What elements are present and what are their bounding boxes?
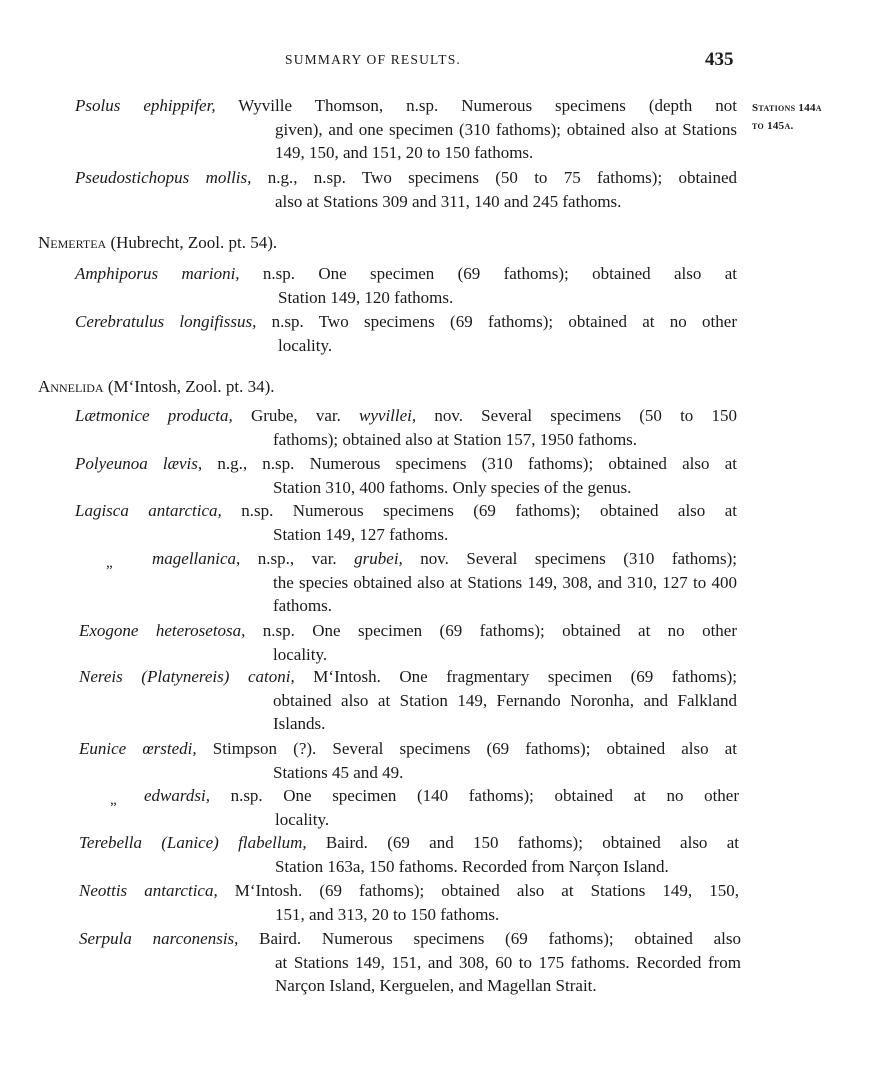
entry-continuation: Stations 45 and 49. <box>273 762 404 782</box>
entry-text: n.g., n.sp. Numerous specimens (310 fathoms); obtained also at <box>202 454 737 473</box>
entry-continuation: the species obtained also at Stations 149, 308, and 310, 127 to 400 fathoms. <box>273 572 737 615</box>
section-title-nemertea <box>38 232 277 254</box>
section-reference: (M‘Intosh, Zool. pt. 34). <box>103 377 275 396</box>
section-name: Annelida <box>38 377 104 396</box>
entry-continuation: Station 149, 127 fathoms. <box>273 524 449 544</box>
entry-lagisca <box>75 499 737 546</box>
entry-continuation: Station 310, 400 fathoms. Only species of the genus. <box>273 477 632 497</box>
species-name: Neottis antarctica, <box>79 881 218 900</box>
entry-text: n.sp. One specimen (140 fathoms); obtained at no other <box>209 786 739 805</box>
species-name: Lagisca antarctica, <box>75 501 222 520</box>
entry-text: n.sp. Numerous specimens (69 fathoms); obtained also at <box>221 501 737 520</box>
variety-name: grubei, <box>354 549 403 568</box>
section-reference: (Hubrecht, Zool. pt. 54). <box>106 233 278 252</box>
entry-text: n.sp. One specimen (69 fathoms); obtained also at <box>239 264 737 283</box>
margin-note <box>752 99 822 135</box>
entry-exogone <box>79 619 737 666</box>
entry-cerebratulus <box>75 310 737 357</box>
species-name: Polyeunoa lævis, <box>75 454 203 473</box>
entry-serpula <box>79 927 741 998</box>
entry-continuation: given), and one specimen (310 fathoms); obtained also at Stations 149, 150, and 151, 20 to 150 fathoms. <box>275 119 737 162</box>
species-name: Psolus ephippifer, <box>75 96 216 115</box>
page-header <box>0 49 880 76</box>
entry-psolus <box>75 94 737 165</box>
entry-pseudostichopus <box>75 166 737 213</box>
page-number: 435 <box>705 49 734 70</box>
species-name: Amphiporus marioni, <box>75 264 240 283</box>
species-name: magellanica, <box>152 549 241 568</box>
entry-continuation: locality. <box>278 335 333 355</box>
species-name: Nereis (Platynereis) catoni, <box>79 667 295 686</box>
entry-text: nov. Several specimens (310 fathoms); <box>402 549 737 568</box>
species-name: Serpula narconensis, <box>79 929 239 948</box>
entry-terebella <box>79 831 739 878</box>
entry-continuation: locality. <box>275 809 330 829</box>
section-title-annelida <box>38 376 275 398</box>
ditto-mark: „ <box>110 792 117 808</box>
entry-text: Baird. (69 and 150 fathoms); obtained also at <box>306 833 739 852</box>
entry-text: M‘Intosh. One fragmentary specimen (69 fathoms); <box>294 667 738 686</box>
entry-eunice <box>79 737 737 784</box>
entry-continuation: also at Stations 309 and 311, 140 and 245 fathoms. <box>275 191 622 211</box>
entry-continuation: 151, and 313, 20 to 150 fathoms. <box>275 904 500 924</box>
species-name: Pseudostichopus mollis, <box>75 168 252 187</box>
entry-nereis <box>79 665 737 736</box>
entry-continuation: obtained also at Station 149, Fernando Noronha, and Falkland Islands. <box>273 690 737 733</box>
entry-continuation: Station 149, 120 fathoms. <box>278 287 454 307</box>
entry-text: Wyville Thomson, n.sp. Numerous specimens (depth not <box>215 96 737 115</box>
entry-lagisca-magellanica: magellanica, n.sp., var. grubei, nov. Several specimens (310 fathoms); the species obtained also at Stations 149, 308, and 310, 127 to 400 fathoms. <box>152 547 737 618</box>
species-name: edwardsi, <box>144 786 210 805</box>
entry-amphiporus <box>75 262 737 309</box>
entry-text: n.g., n.sp. Two specimens (50 to 75 fathoms); obtained <box>251 168 737 187</box>
margin-note-line-2: to 145a. <box>752 120 794 132</box>
margin-note-line-1: Stations 144a <box>752 102 822 114</box>
species-name: Lætmonice producta, <box>75 406 233 425</box>
entry-text: n.sp. One specimen (69 fathoms); obtained at no other <box>245 621 737 640</box>
entry-continuation: at Stations 149, 151, and 308, 60 to 175 fathoms. Recorded from Narçon Island, Kerguelen, and Magellan Strait. <box>275 952 741 995</box>
variety-name: wyvillei, <box>359 406 417 425</box>
species-name: Eunice œrstedi, <box>79 739 197 758</box>
entry-continuation: Station 163a, 150 fathoms. Recorded from Narçon Island. <box>275 856 669 876</box>
species-name: Terebella (Lanice) flabellum, <box>79 833 307 852</box>
entry-text: Baird. Numerous specimens (69 fathoms); obtained also <box>238 929 742 948</box>
entry-eunice-edwardsi <box>144 784 739 831</box>
running-head: SUMMARY OF RESULTS. <box>285 52 461 67</box>
entry-continuation: locality. <box>273 644 328 664</box>
entry-text: M‘Intosh. (69 fathoms); obtained also at Stations 149, 150, <box>217 881 739 900</box>
entry-text: nov. Several specimens (50 to 150 <box>416 406 737 425</box>
entry-text: Stimpson (?). Several specimens (69 fathoms); obtained also at <box>196 739 738 758</box>
entry-continuation: fathoms); obtained also at Station 157, 1950 fathoms. <box>273 429 638 449</box>
species-name: Cerebratulus longifissus, <box>75 312 257 331</box>
entry-laetmonice: Lætmonice producta, Grube, var. wyvillei, nov. Several specimens (50 to 150 fathoms); obtained also at Station 157, 1950 fathoms. <box>75 404 737 451</box>
entry-polyeunoa <box>75 452 737 499</box>
species-name: Exogone heterosetosa, <box>79 621 246 640</box>
section-name: Nemertea <box>38 233 107 252</box>
entry-neottis <box>79 879 739 926</box>
entry-text: n.sp. Two specimens (69 fathoms); obtained at no other <box>256 312 737 331</box>
ditto-mark: „ <box>106 555 113 571</box>
